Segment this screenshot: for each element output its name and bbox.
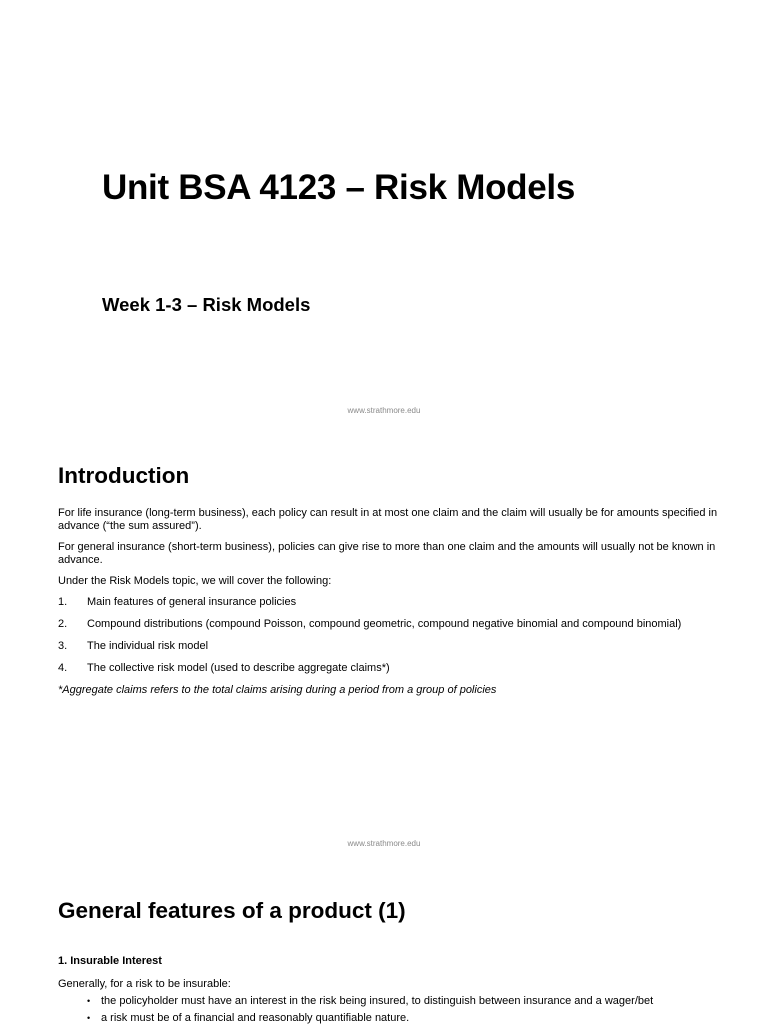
introduction-slide [0,433,768,866]
bullet-icon: • [87,1013,91,1023]
list-item-text: The individual risk model [87,640,209,652]
list-item [58,596,720,609]
paragraph-general-insurance: For general insurance (short-term business), policies can give rise to more than one claim and the amounts will usually not be known in advance. [58,541,716,566]
slide-heading: General features of a product (1) [58,898,406,923]
bullet-icon: • [87,996,91,1006]
bullet-text: a risk must be of a financial and reasonably quantifiable nature. [101,1012,410,1024]
list-item-number: 4. [58,662,68,674]
bullet-item [58,1012,720,1024]
list-item [58,640,720,653]
document-title: Unit BSA 4123 – Risk Models [102,168,575,207]
bullet-item [58,995,720,1008]
slide-body [58,507,720,697]
list-item-number: 1. [58,596,68,608]
paragraph-topics-intro: Under the Risk Models topic, we will cover the following: [58,575,332,587]
slide-footer-url: www.strathmore.edu [347,839,421,848]
list-item-text: The collective risk model (used to describe aggregate claims*) [87,662,390,674]
slide-footer-url: www.strathmore.edu [347,406,421,415]
list-item-text: Main features of general insurance policies [87,596,297,608]
slide-heading: Introduction [58,463,190,488]
general-features-slide [0,866,768,1024]
list-item-text: Compound distributions (compound Poisson, compound geometric, compound negative binomial and compound binomial) [87,618,682,630]
list-item [58,662,720,675]
topics-list [58,596,720,675]
section-subheading: 1. Insurable Interest [58,955,162,967]
bullet-text: the policyholder must have an interest in the risk being insured, to distinguish between insurance and a wager/bet [101,995,654,1007]
footnote: *Aggregate claims refers to the total claims arising during a period from a group of policies [58,684,497,696]
slide-body [58,955,720,1024]
bullet-list [58,995,720,1024]
paragraph-insurable-intro: Generally, for a risk to be insurable: [58,978,231,990]
list-item-number: 2. [58,618,68,630]
paragraph-life-insurance: For life insurance (long-term business), each policy can result in at most one claim and the claim will usually be for amounts specified in advance (“the sum assured”). [58,507,718,532]
document-subtitle: Week 1-3 – Risk Models [102,294,311,315]
title-slide [0,0,768,433]
list-item-number: 3. [58,640,68,652]
list-item [58,618,720,631]
